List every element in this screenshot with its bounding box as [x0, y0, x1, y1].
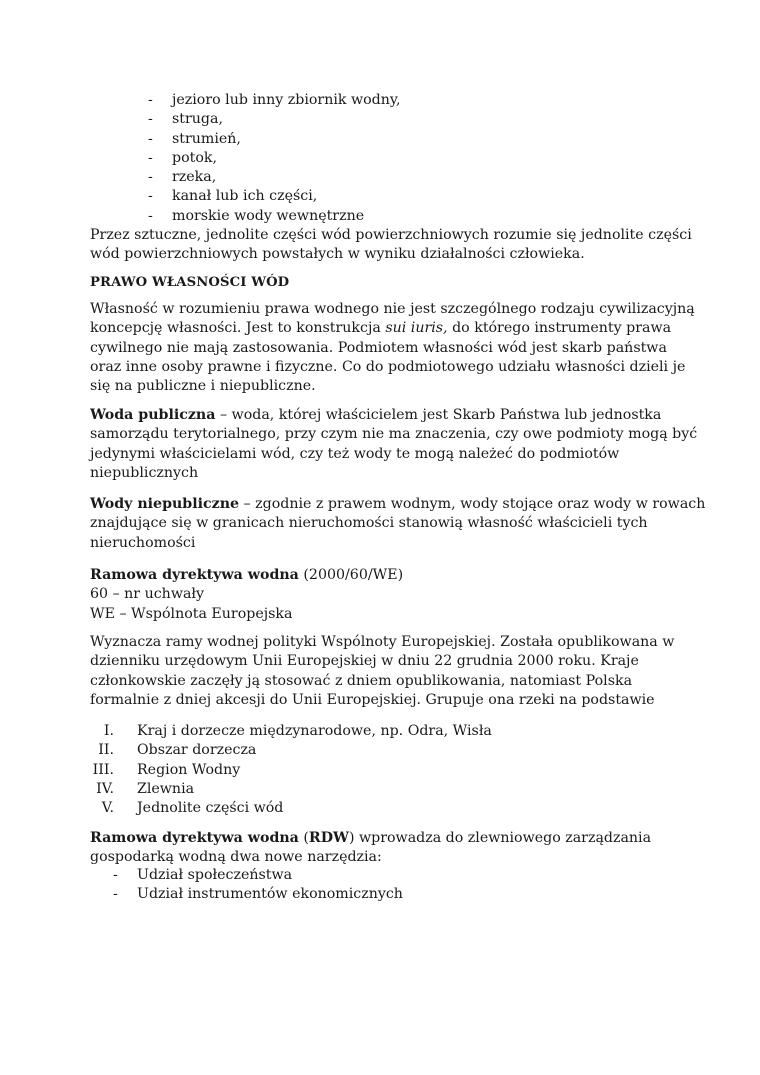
artificial-waters-paragraph: Przez sztuczne, jednolite części wód powierzchniowych rozumie się jednolite części wód powierzchniowych powstałych w wyniku działalności człowieka.: [90, 227, 692, 263]
rdw-term: Ramowa dyrektywa wodna: [90, 830, 299, 846]
list-item: IV. Zlewnia: [96, 780, 195, 797]
list-item: - Udział instrumentów ekonomicznych: [113, 886, 403, 903]
river-grouping-list: [90, 722, 492, 818]
list-item: - potok,: [148, 149, 217, 166]
list-item: I. Kraj i dorzecze międzynarodowe, np. Odra, Wisła: [103, 723, 492, 739]
list-item: - rzeka,: [148, 169, 217, 186]
directive-term: Ramowa dyrektywa wodna: [90, 567, 299, 583]
list-item: - jezioro lub inny zbiornik wodny,: [148, 92, 401, 108]
list-item: III. Region Wodny: [92, 761, 241, 778]
list-item: - Udział społeczeństwa: [113, 867, 293, 883]
nonpublic-water-paragraph: Wody niepubliczne – zgodnie z prawem wodnym, wody stojące oraz wody w rowach znajdujące się w granicach nieruchomości stanowią własność właścicieli tych nieruchomości: [90, 496, 706, 551]
list-item: - morskie wody wewnętrzne: [148, 207, 365, 224]
framework-paragraph: Wyznacza ramy wodnej polityki Wspólnoty Europejskiej. Została opublikowana w dzienniku urzędowym Unii Europejskiej w dniu 22 grudnia 2000 roku. Kraje członkowskie zaczęły ją stosować z dniem opublikowania, natomiast Polska formalnie z dniej akcesji do Unii Europejskiej. Grupuje ona rzeki na podstawie: [90, 634, 675, 708]
tools-list: [113, 866, 403, 905]
directive-block: Ramowa dyrektywa wodna (2000/60/WE) 60 – nr uchwały WE – Wspólnota Europejska: [90, 567, 404, 622]
list-item: II. Obszar dorzecza: [98, 742, 257, 759]
list-item: V. Jednolite części wód: [101, 800, 284, 817]
list-item: - kanał lub ich części,: [148, 188, 318, 205]
public-water-term: Woda publiczna: [90, 407, 216, 423]
latin-term: sui iuris,: [385, 320, 448, 337]
rdw-abbr: RDW: [308, 830, 349, 846]
nonpublic-water-term: Wody niepubliczne: [90, 496, 240, 512]
list-item: - struga,: [148, 111, 223, 128]
water-types-list: [148, 91, 401, 226]
section-heading: PRAWO WŁASNOŚCI WÓD: [90, 275, 290, 290]
list-item: - strumień,: [148, 130, 241, 147]
public-water-paragraph: Woda publiczna – woda, której właścicielem jest Skarb Państwa lub jednostka samorządu terytorialnego, przy czym nie ma znaczenia, czy owe podmioty mogą być jedynymi właścicielami wód, czy też wody te mogą należeć do podmiotów niepublicznych: [90, 407, 698, 481]
ownership-paragraph: Własność w rozumieniu prawa wodnego nie jest szczególnego rodzaju cywilizacyjną koncepcję własności. Jest to konstrukcja sui iuris, do którego instrumenty prawa cywilnego nie mają zastosowania. Podmiotem własności wód jest skarb państwa oraz inne osoby prawne i fizyczne. Co do podmiotowego udziału własności dzieli je się na publiczne i niepubliczne.: [90, 301, 695, 395]
rdw-paragraph: Ramowa dyrektywa wodna (RDW) wprowadza do zlewniowego zarządzania gospodarką wodną dwa nowe narzędzia:: [90, 830, 652, 866]
